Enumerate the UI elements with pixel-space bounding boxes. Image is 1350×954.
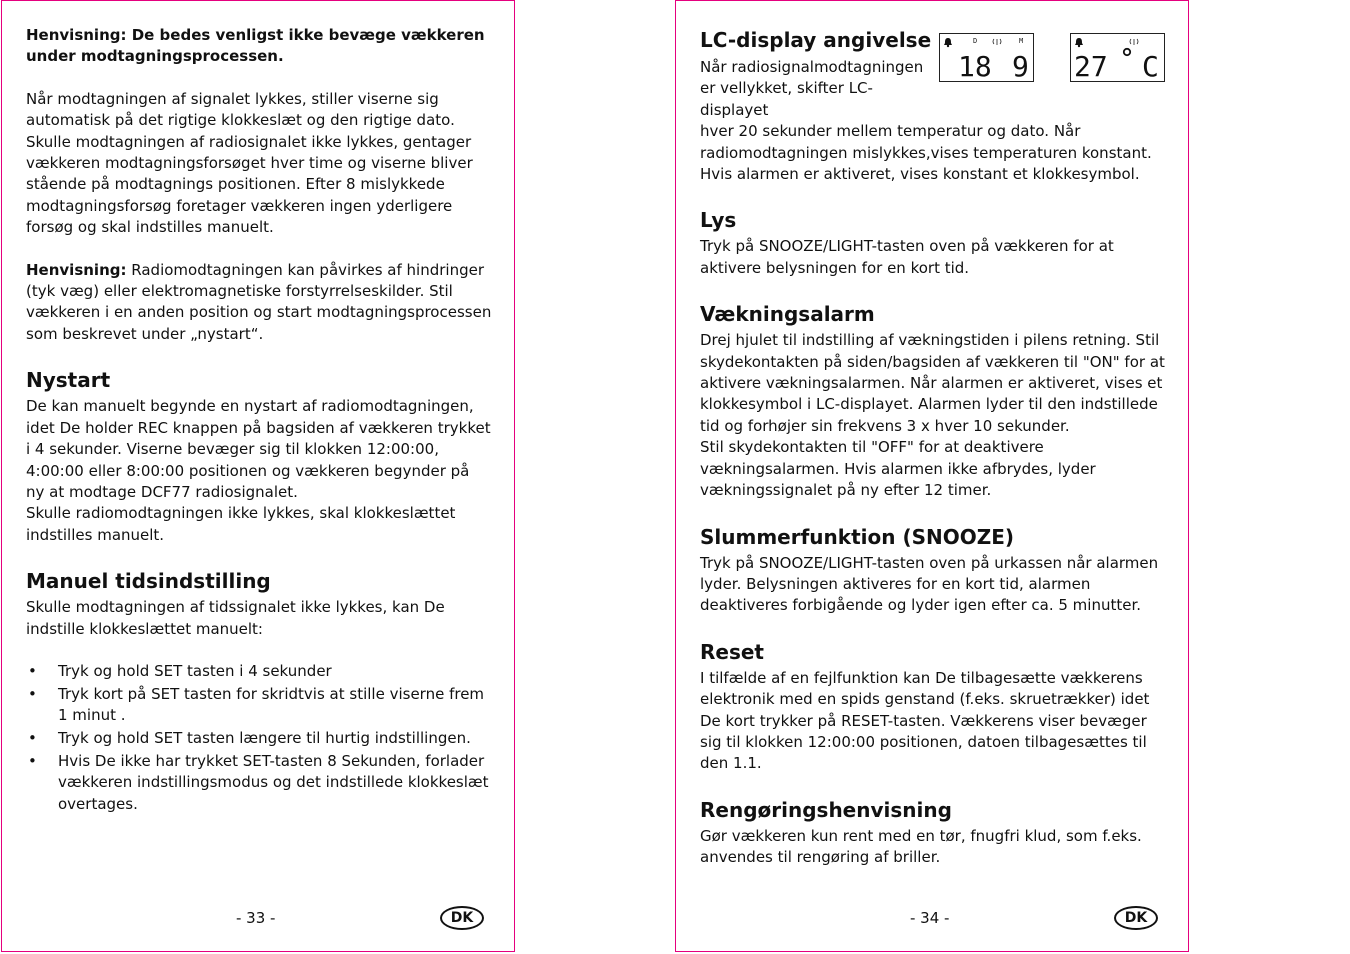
heading-nystart: Nystart [26, 368, 111, 393]
lys-paragraph: Tryk på SNOOZE/LIGHT-tasten oven på vækkeren for at aktivere belysningen for en kort tid. [700, 237, 1114, 277]
lcd-temperature-unit: C [1142, 50, 1159, 81]
lcd-month-mark: M [1019, 37, 1024, 45]
bullet-marker: • [28, 684, 37, 703]
list-item [26, 751, 492, 815]
page-footer [2, 906, 514, 932]
nystart-paragraph-2: Skulle radiomodtagningen ikke lykkes, skal klokkeslættet indstilles manuelt. [26, 504, 456, 544]
lcd-temperature-digits: 27 [1074, 50, 1108, 81]
vaek-paragraph-2: Stil skydekontakten til "OFF" for at deaktivere vækningsalarmen. Hvis alarmen ikke afbrydes, lyder vækningssignalet på ny efter 12 timer. [700, 438, 1096, 500]
radio-signal-icon [993, 39, 1001, 45]
lcd-date-display [939, 33, 1034, 82]
section-nystart [26, 367, 492, 546]
snooze-paragraph: Tryk på SNOOZE/LIGHT-tasten oven på urkassen når alarmen lyder. Belysningen aktiveres for en kort tid, alarmen deaktiveres forbigående og lyder igen efter ca. 5 minutter. [700, 553, 1159, 615]
list-item [26, 661, 492, 682]
page-footer [676, 906, 1188, 932]
page-number: - 34 - [910, 909, 950, 927]
interference-note-label: Henvisning: [26, 260, 127, 279]
reception-paragraph: Når modtagningen af signalet lykkes, stiller viserne sig automatisk på det rigtige klokkeslæt og den rigtige dato. Skulle modtagningen af radiosignalet ikke lykkes, gentager vækkeren modtagningsforsøget hver time og viserne bliver stående på modtagnings positionen. Efter 8 mislykkede modtagningsforsøg foretager vækkeren ingen yderligere forsøg og skal indstilles manuelt. [26, 89, 473, 237]
heading-lys: Lys [700, 208, 737, 233]
page-number: - 33 - [236, 909, 276, 927]
list-item-text: Tryk og hold SET tasten længere til hurtig indstillingen. [58, 729, 471, 748]
lcd-date-svg [940, 34, 1033, 81]
bell-icon [944, 38, 952, 47]
interference-note-text: Radiomodtagningen kan påvirkes af hindringer (tyk væg) eller elektromagnetiske forstyrrelseskilder. Stil vækkeren i en anden position og start modtagningsprocessen som beskrevet under „nystart“. [26, 260, 492, 343]
language-badge: DK [1114, 906, 1158, 930]
page-34-content [700, 27, 1166, 869]
page-33 [1, 0, 515, 952]
lcd-day-mark: D [973, 37, 978, 45]
list-item-text: Hvis De ikke har trykket SET-tasten 8 Sekunden, forlader vækkeren indstillingsmodus og det indstillede klokkeslæt overtages. [58, 752, 489, 813]
interference-note [26, 260, 492, 346]
section-rengoering [700, 797, 1166, 869]
section-lys [700, 207, 1166, 279]
heading-manuel-tidsindstilling: Manuel tidsindstilling [26, 569, 271, 594]
list-item [26, 728, 492, 749]
bullet-marker: • [28, 661, 37, 680]
manuel-paragraph: Skulle modtagningen af tidssignalet ikke lykkes, kan De indstille klokkeslættet manuelt: [26, 598, 445, 638]
page-34 [675, 0, 1189, 952]
list-item [26, 684, 492, 727]
section-reset [700, 639, 1166, 775]
section-snooze [700, 524, 1166, 617]
bell-icon [1075, 38, 1083, 47]
heading-lc-display: LC-display angivelse [700, 28, 932, 52]
nystart-paragraph-1: De kan manuelt begynde en nystart af radiomodtagningen, idet De holder REC knappen på bagsiden af vækkeren trykket i 4 sekunder. Viserne bevæger sig til klokken 12:00:00, 4:00:00 eller 8:00:00 positionen og vækkeren begynder på ny at modtage DCF77 radiosignalet. [26, 397, 491, 501]
lc-paragraph-intro: Når radiosignalmodtagningen er vellykket, skifter LC-displayet [700, 58, 924, 119]
manual-steps-list [26, 661, 492, 815]
reception-note: Henvisning: De bedes venligst ikke bevæge vækkeren under modtagningsprocessen. [26, 26, 485, 66]
lcd-temperature-display [1070, 33, 1165, 82]
section-manuel-tidsindstilling [26, 568, 492, 815]
bullet-marker: • [28, 752, 37, 771]
heading-rengoering: Rengøringshenvisning [700, 797, 952, 822]
language-badge: DK [440, 906, 484, 930]
radio-signal-icon [1130, 39, 1138, 45]
vaek-paragraph-1: Drej hjulet til indstilling af vækningstiden i pilens retning. Stil skydekontakten på siden/bagsiden af vækkeren til "ON" for at aktivere vækningsalarmen. Når alarmen er aktiveret, vises et klokkesymbol i LC-displayet. Alarmen lyder til den indstillede tid og forhøjer sin frekvens 3 x hver 10 sekunder. [700, 331, 1165, 435]
list-item-text: Tryk og hold SET tasten i 4 sekunder [58, 661, 332, 680]
reset-paragraph: I tilfælde af en fejlfunktion kan De tilbagesætte vækkerens elektronik med en spids genstand (f.eks. skruetrækker) idet De kort trykker på RESET-tasten. Vækkerens viser bevæger sig til klokken 12:00:00 positionen, datoen tilbagesættes til den 1.1. [700, 668, 1150, 773]
lc-paragraph-continued: hver 20 sekunder mellem temperatur og dato. Når radiomodtagningen mislykkes,vises temperaturen konstant. Hvis alarmen er aktiveret, vises konstant et klokkesymbol. [700, 122, 1152, 184]
section-vaekningsalarm [700, 301, 1166, 501]
degree-symbol [1124, 49, 1130, 55]
list-item-text: Tryk kort på SET tasten for skridtvis at stille viserne frem 1 minut . [58, 684, 485, 725]
heading-snooze: Slummerfunktion (SNOOZE) [700, 524, 1015, 549]
rengoering-paragraph: Gør vækkeren kun rent med en tør, fnugfri klud, som f.eks. anvendes til rengøring af briller. [700, 826, 1142, 867]
heading-vaekningsalarm: Vækningsalarm [700, 302, 875, 327]
lcd-month-digits: 9 [1012, 50, 1029, 81]
bullet-marker: • [28, 729, 37, 748]
lcd-day-digits: 18 [958, 50, 992, 81]
lcd-temperature-svg [1071, 34, 1164, 81]
heading-reset: Reset [700, 639, 764, 664]
page-33-content [26, 25, 492, 817]
